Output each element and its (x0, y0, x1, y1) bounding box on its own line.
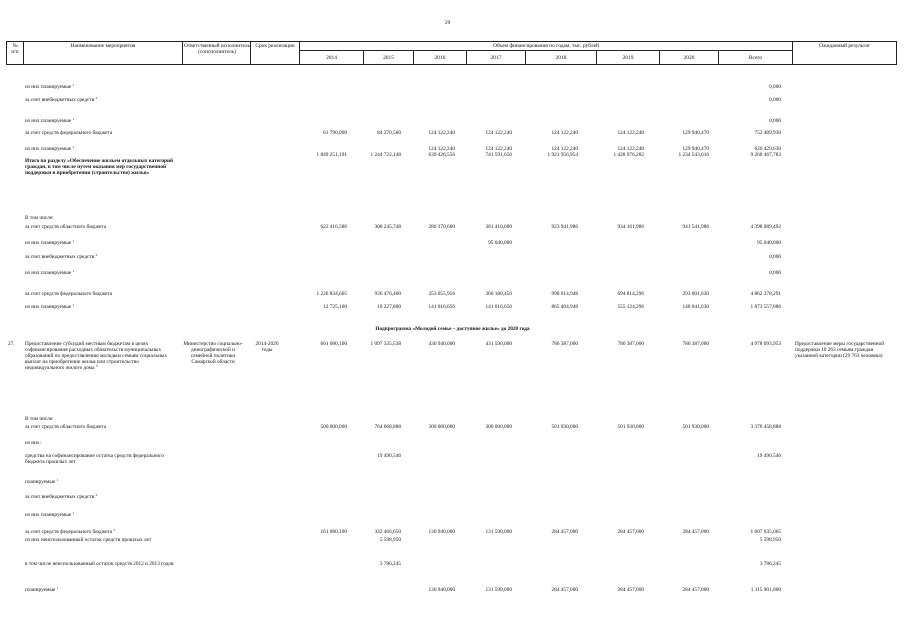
item-27-label-text: Предоставление субсидий местным бюджетам в целях софинансирования расходных обязательств муниципальных образований по предоставлению молодым семьям социальных выплат на приобретение жилья или строительство индивидуального жилого дома (25, 341, 167, 371)
value-total: 0,000 (769, 270, 781, 276)
row-label-text: из них планируемые (25, 304, 72, 310)
section-total-row (0, 158, 905, 198)
row-label (25, 146, 74, 152)
footnote-marker: 2 (95, 96, 98, 100)
value-total: 4 398 089,492 (750, 224, 781, 230)
value-2020: 293 001,630 (682, 291, 709, 297)
header-name: Наименование мероприятия (70, 43, 136, 49)
value-2020: 501 930,000 (682, 424, 709, 430)
value-2014: 622 416,586 (320, 224, 347, 230)
value-2014: 161 080,100 (320, 529, 347, 535)
value-2020: 1 234 543,616 (678, 152, 709, 158)
value-2014: 1 849 251,191 (316, 152, 347, 158)
value-2017: 95 040,000 (488, 240, 512, 246)
footnote-marker: 2 (95, 493, 98, 497)
row-label-text: за счет средств федерального бюджета (25, 529, 113, 535)
value-2017: 431 590,000 (485, 341, 512, 347)
value-2019: 124 122,240 (617, 146, 644, 152)
row-label (25, 416, 54, 422)
row-label-text: планируемые (25, 587, 56, 593)
header-year: 2018 (555, 55, 567, 61)
value-total: 626 429,630 (754, 146, 781, 152)
value-2016: 353 055,956 (428, 291, 455, 297)
row-label-text: В том числе: (25, 215, 54, 221)
value-2018: 124 122,240 (551, 130, 578, 136)
value-2020: 786 387,000 (682, 341, 709, 347)
value-2016: 300 000,000 (428, 424, 455, 430)
value-2020: 284 457,000 (682, 529, 709, 535)
row-label (25, 479, 58, 485)
value-2016: 130 940,000 (428, 587, 455, 593)
value-2015: 84 370,500 (377, 130, 401, 136)
value-total: 1 115 901,000 (750, 587, 781, 593)
value-2015: 5 598,950 (379, 537, 401, 543)
footnote-marker: 1 (56, 586, 59, 590)
value-2020: 129 940,470 (682, 146, 709, 152)
value-2020: 941 541,986 (682, 224, 709, 230)
value-2017: 360 180,456 (485, 291, 512, 297)
value-2016: 124 122,240 (428, 146, 455, 152)
row-label-text: за счет внебюджетных средств (25, 254, 95, 260)
value-2017: 131 590,000 (485, 587, 512, 593)
value-total: 3 786,245 (759, 561, 781, 567)
header-term: Срок реализации (255, 43, 295, 49)
footnote-marker: 1 (72, 83, 75, 87)
item-27-label-sup: 5 (95, 364, 98, 368)
header-year: Всего (748, 55, 763, 61)
row-label-text: из них планируемые (25, 512, 72, 518)
row-label-text: из них планируемые (25, 270, 72, 276)
value-2018: 865 404,948 (551, 304, 578, 310)
value-total: 0,000 (769, 97, 781, 103)
footnote-marker: 1 (72, 511, 75, 515)
value-2014: 661 080,100 (320, 341, 347, 347)
value-2017: 741 591,656 (485, 152, 512, 158)
header-financing: Объем финансирования по годам, тыс. рублей (493, 43, 599, 49)
header-executor: Ответственный исполнитель (соисполнитель) (184, 43, 250, 55)
value-2015: 764 668,888 (374, 424, 401, 430)
value-2016: 141 016,656 (428, 304, 455, 310)
footnote-marker: 5 (113, 528, 116, 532)
value-2020: 284 457,000 (682, 587, 709, 593)
value-2018: 998 014,948 (551, 291, 578, 297)
value-total: 752 489,930 (754, 130, 781, 136)
value-2014: 1 226 834,605 (316, 291, 347, 297)
value-2019: 555 124,296 (617, 304, 644, 310)
value-2020: 148 041,630 (682, 304, 709, 310)
row-label (25, 291, 112, 297)
row-label-text: из них планируемые (25, 118, 72, 124)
value-2015: 10 227,800 (377, 304, 401, 310)
row-label (25, 97, 97, 103)
value-total: 95 040,000 (757, 240, 781, 246)
row-label-text: планируемые (25, 479, 56, 485)
row-label-text: из них планируемые (25, 146, 72, 152)
row-label-text: В том числе: (25, 416, 54, 422)
value-total: 4 978 093,953 (750, 341, 781, 347)
row-label (25, 512, 74, 518)
value-total: 0,000 (769, 118, 781, 124)
header-year: 2015 (383, 55, 394, 61)
row-label-text: за счет средств федерального бюджета (25, 291, 113, 297)
value-2018: 786 387,000 (551, 341, 578, 347)
value-total: 9 260 467,783 (750, 152, 781, 158)
section-total-label: Итого по разделу «Обеспечение жильем отдельных категорий граждан, в том числе путем оказания мер государственной поддержки в приобретении (строительстве) жилья» (25, 158, 174, 176)
footnote-marker: 1 (56, 478, 59, 482)
value-2017: 124 122,240 (485, 130, 512, 136)
row-label (25, 440, 41, 446)
row-label (25, 130, 112, 136)
value-2016: 124 122,240 (428, 130, 455, 136)
footnote-marker: 1 (72, 117, 75, 121)
row-label (25, 254, 97, 260)
item-27-num: 27. (8, 341, 15, 347)
value-2017: 381 410,600 (485, 224, 512, 230)
value-2015: 1 097 335,538 (370, 341, 401, 347)
value-2018: 501 930,000 (551, 424, 578, 430)
row-label-text: за счет средств федерального бюджета (25, 130, 113, 136)
row-label-text: из них: (25, 440, 42, 446)
header-year: 2016 (434, 55, 446, 61)
value-2019: 786 387,000 (617, 341, 644, 347)
value-total: 3 370 458,888 (750, 424, 781, 430)
header-year: 2014 (326, 55, 337, 61)
subprogram-title: Подпрограмма «Молодой семье – доступное жилье» до 2020 года (375, 326, 530, 332)
header-result: Ожидаемый результат (819, 43, 870, 49)
header-year: 2019 (622, 55, 634, 61)
header-year: 2017 (490, 55, 502, 61)
value-2016: 639 426,556 (428, 152, 455, 158)
row-label (25, 424, 106, 430)
row-label-text: за счет внебюджетных средств (25, 494, 95, 500)
footnote-marker: 2 (95, 253, 98, 257)
footnote-marker: 1 (72, 239, 75, 243)
value-2019: 934 161,986 (617, 224, 644, 230)
value-2019: 284 457,000 (617, 587, 644, 593)
footnote-marker: 1 (72, 269, 75, 273)
value-2015: 936 476,400 (374, 291, 401, 297)
value-2016: 430 940,000 (428, 341, 455, 347)
header-num: № п/п (11, 43, 19, 55)
value-2015: 308 245,748 (374, 224, 401, 230)
item-27-row (0, 341, 905, 401)
value-total: 0,000 (769, 254, 781, 260)
row-label (25, 270, 74, 276)
value-2016: 130 940,000 (428, 529, 455, 535)
item-27-term: 2014-2020 годы (255, 341, 279, 353)
value-2019: 1 428 976,282 (613, 152, 644, 158)
footnote-marker: 1 (72, 145, 75, 149)
value-2019: 501 930,000 (617, 424, 644, 430)
value-total: 5 598,950 (759, 537, 781, 543)
row-label-text: из них планируемые (25, 240, 72, 246)
value-2015: 3 786,245 (379, 561, 401, 567)
value-2014: 61 790,000 (323, 130, 347, 136)
row-label-text: за счет средств областного бюджета (25, 224, 107, 230)
row-label-text: из них неиспользованный остаток средств прошлых лет (25, 537, 152, 543)
value-2019: 694 814,296 (617, 291, 644, 297)
row-label (25, 529, 115, 535)
footnote-marker: 1 (72, 303, 75, 307)
item-27-result: Предоставление меры государственной поддержки 10 263 семьям граждан указанной категории (29 763 человека) (795, 341, 885, 359)
value-2018: 124 122,240 (551, 146, 578, 152)
row-label (25, 494, 97, 500)
value-2015: 19 490,546 (377, 453, 401, 459)
page-number: 29 (445, 20, 451, 26)
value-total: 4 862 378,291 (750, 291, 781, 297)
value-2019: 284 457,000 (617, 529, 644, 535)
value-2018: 284 457,000 (551, 529, 578, 535)
value-total: 1 873 557,086 (750, 304, 781, 310)
row-label (25, 587, 58, 593)
value-2018: 1 921 956,954 (547, 152, 578, 158)
value-2014: 500 000,000 (320, 424, 347, 430)
value-2017: 300 000,000 (485, 424, 512, 430)
row-label (25, 118, 74, 124)
row-label (25, 240, 74, 246)
value-2014: 12 725,100 (323, 304, 347, 310)
item-27-label (25, 341, 177, 371)
value-2017: 124 122,240 (485, 146, 512, 152)
item-27-executor: Министерство социально-демографической и семейной политики Самарской области (183, 341, 243, 365)
header-year: 2020 (683, 55, 695, 61)
table-header (6, 41, 897, 65)
value-2018: 284 457,000 (551, 587, 578, 593)
value-2015: 1 244 722,148 (370, 152, 401, 158)
value-2019: 124 122,240 (617, 130, 644, 136)
value-2020: 129 940,470 (682, 130, 709, 136)
row-label (25, 84, 74, 90)
row-label (25, 224, 106, 230)
value-2016: 286 370,600 (428, 224, 455, 230)
row-label (25, 304, 74, 310)
row-label-text: в том числе неиспользованный остаток средств 2012 и 2013 годов (25, 561, 174, 567)
row-label (25, 561, 175, 567)
value-2015: 332 466,650 (374, 529, 401, 535)
row-label-text: за счет средств областного бюджета (25, 424, 107, 430)
row-label (25, 537, 175, 543)
value-2018: 923 941,986 (551, 224, 578, 230)
row-label-text: средства на софинансирование остатка средств федерального бюджета прошлых лет (25, 453, 164, 465)
row-label-text: за счет внебюджетных средств (25, 97, 95, 103)
value-total: 0,000 (769, 84, 781, 90)
row-label-text: из них планируемые (25, 84, 72, 90)
value-2017: 141 016,656 (485, 304, 512, 310)
row-label (25, 453, 175, 465)
value-2017: 131 590,000 (485, 529, 512, 535)
row-label (25, 215, 54, 221)
value-total: 19 490,546 (757, 453, 781, 459)
value-total: 1 607 635,065 (750, 529, 781, 535)
